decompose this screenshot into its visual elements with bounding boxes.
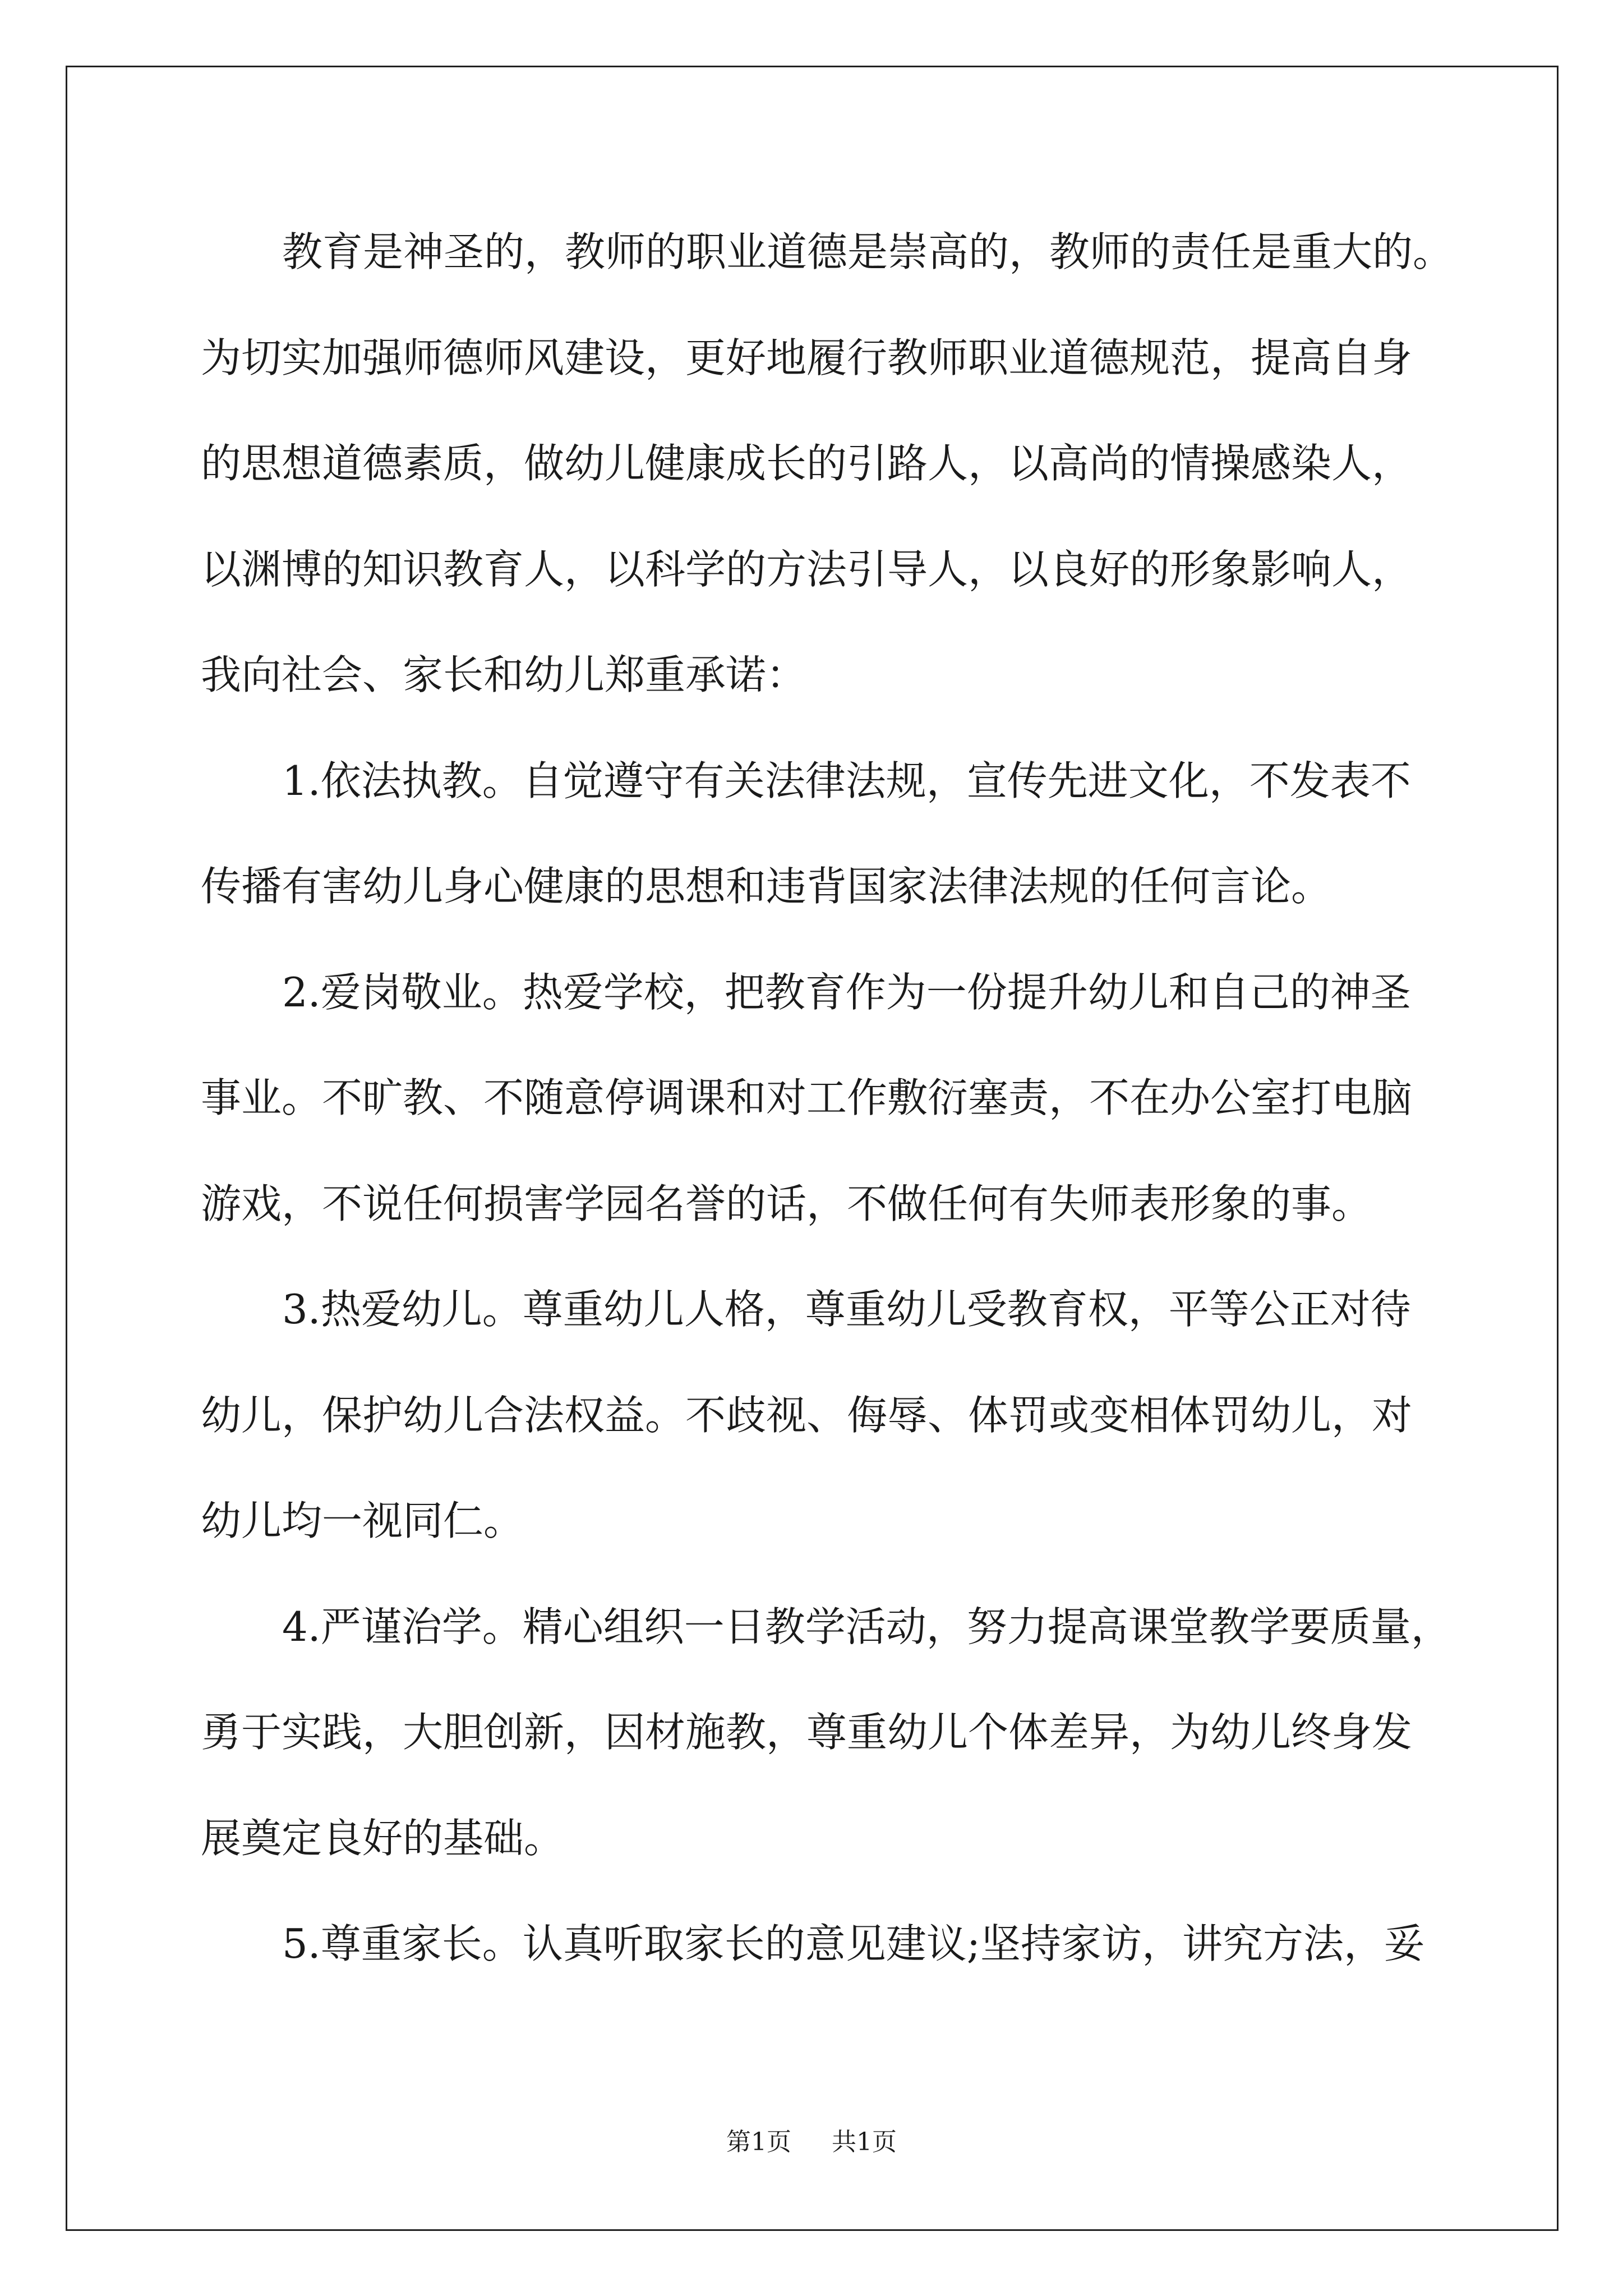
text-line: 2.爱岗敬业。热爱学校，把教育作为一份提升幼儿和自己的神圣	[282, 968, 1411, 1016]
page-number: 第1页	[726, 2128, 791, 2156]
text-line: 1.依法执教。自觉遵守有关法律法规，宣传先进文化，不发表不	[282, 757, 1411, 804]
paragraph-item-1	[201, 728, 1536, 940]
text-line: 以渊博的知识教育人，以科学的方法引导人，以良好的形象影响人，	[201, 545, 1413, 593]
paragraph-item-2	[201, 940, 1536, 1257]
text-line: 4.严谨治学。精心组织一日教学活动，努力提高课堂教学要质量，	[282, 1603, 1451, 1650]
paragraph-intro	[201, 199, 1536, 728]
page-total: 共1页	[832, 2128, 897, 2156]
paragraph-item-3	[201, 1257, 1536, 1574]
text-line: 事业。不旷教、不随意停调课和对工作敷衍塞责，不在办公室打电脑	[201, 1074, 1413, 1121]
text-line: 的思想道德素质，做幼儿健康成长的引路人，以高尚的情操感染人，	[201, 440, 1413, 487]
text-line: 勇于实践，大胆创新，因材施教，尊重幼儿个体差异，为幼儿终身发	[201, 1709, 1413, 1756]
page-footer	[0, 2125, 1623, 2159]
text-line: 5.尊重家长。认真听取家长的意见建议;坚持家访，讲究方法，妥	[282, 1920, 1424, 1967]
text-line: 教育是神圣的，教师的职业道德是崇高的，教师的责任是重大的。	[282, 228, 1454, 275]
paragraph-item-5	[201, 1891, 1536, 1997]
text-line: 我向社会、家长和幼儿郑重承诺：	[201, 651, 807, 698]
text-line: 游戏，不说任何损害学园名誉的话，不做任何有失师表形象的事。	[201, 1180, 1372, 1227]
text-line: 为切实加强师德师风建设，更好地履行教师职业道德规范，提高自身	[201, 334, 1413, 381]
text-line: 展奠定良好的基础。	[201, 1814, 565, 1862]
text-line: 3.热爱幼儿。尊重幼儿人格，尊重幼儿受教育权，平等公正对待	[282, 1286, 1411, 1333]
paragraph-item-4	[201, 1574, 1536, 1892]
text-line: 幼儿均一视同仁。	[201, 1497, 524, 1544]
text-line: 传播有害幼儿身心健康的思想和违背国家法律法规的任何言论。	[201, 863, 1332, 910]
text-line: 幼儿，保护幼儿合法权益。不歧视、侮辱、体罚或变相体罚幼儿，对	[201, 1391, 1413, 1439]
document-body	[201, 199, 1536, 1997]
